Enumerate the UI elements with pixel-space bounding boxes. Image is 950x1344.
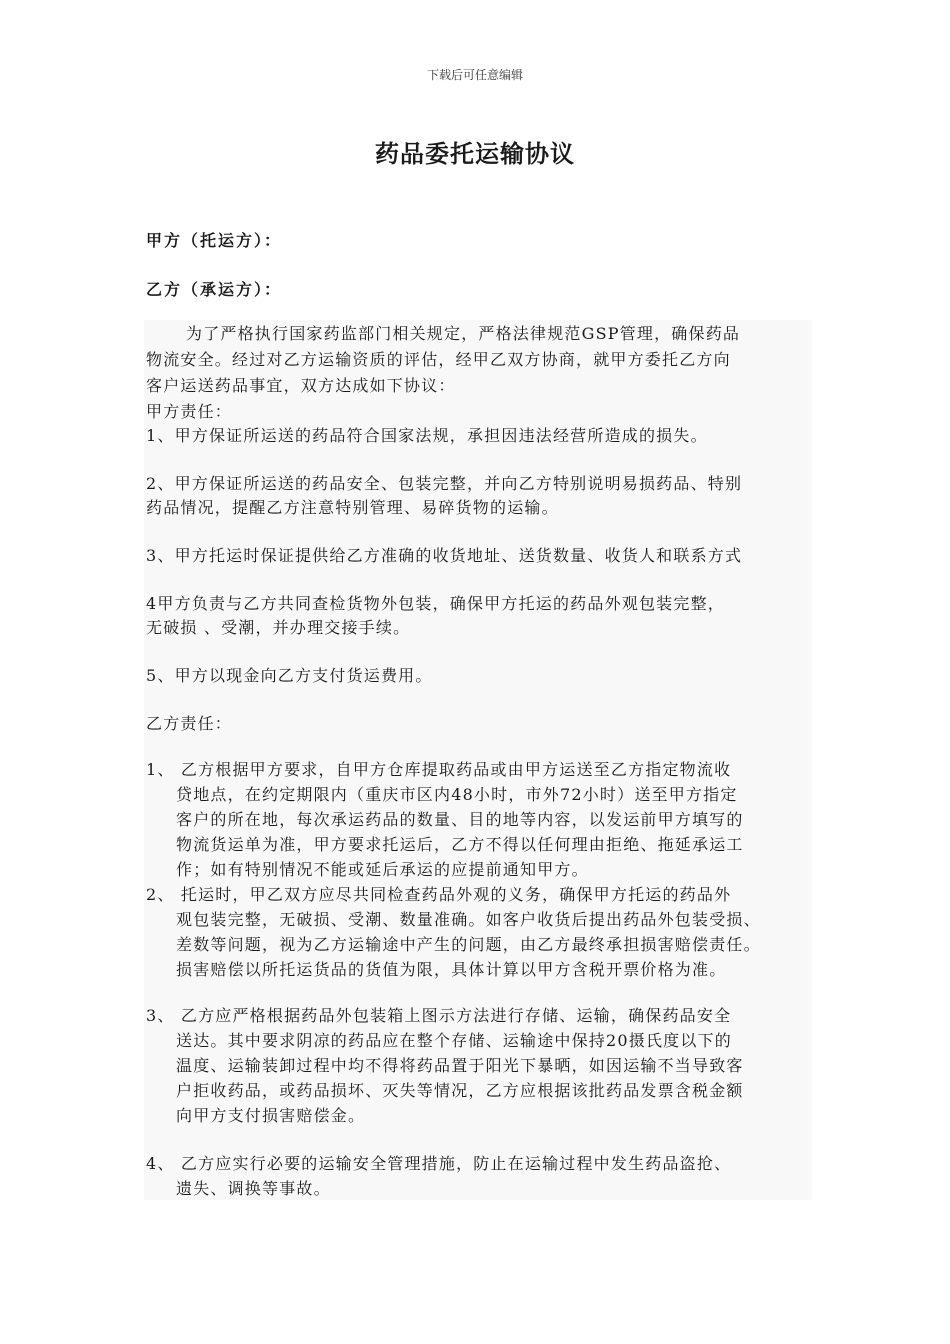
party-a-duty-item: 无破损 、受潮，并办理交接手续。 bbox=[146, 618, 411, 637]
party-b-duty-item: 2、 托运时，甲乙双方应尽共同检查药品外观的义务，确保甲方托运的药品外 bbox=[146, 885, 732, 904]
header-note: 下载后可任意编辑 bbox=[426, 68, 523, 82]
intro-line: 物流安全。经过对乙方运输资质的评估，经甲乙双方协商，就甲方委托乙方向 bbox=[146, 350, 731, 369]
party-b-duty-item: 差数等问题，视为乙方运输途中产生的问题，由乙方最终承担损害赔偿责任。 bbox=[176, 935, 761, 954]
party-b-duty-item: 物流货运单为准，甲方要求托运后，乙方不得以任何理由拒绝、拖延承运工 bbox=[176, 835, 744, 854]
party-b-label: 乙方（承运方）： bbox=[146, 280, 283, 299]
party-b-duty-item: 温度、运输装卸过程中均不得将药品置于阳光下暴晒，如因运输不当导致客 bbox=[176, 1056, 744, 1075]
document-title: 药品委托运输协议 bbox=[375, 139, 575, 168]
party-a-duty-item: 4甲方负责与乙方共同查检货物外包装，确保甲方托运的药品外观包装完整， bbox=[146, 594, 725, 613]
intro-line: 为了严格执行国家药监部门相关规定，严格法律规范GSP管理，确保药品 bbox=[186, 324, 741, 343]
party-b-duty-item: 观包装完整，无破损、受潮、数量准确。如客户收货后提出药品外包装受损、 bbox=[176, 910, 761, 929]
intro-line: 客户运送药品事宜，双方达成如下协议： bbox=[146, 376, 456, 395]
party-b-duty-item: 户拒收药品，或药品损坏、灭失等情况，乙方应根据该批药品发票含税金额 bbox=[176, 1081, 744, 1100]
party-b-duty-item: 向甲方支付损害赔偿金。 bbox=[176, 1106, 366, 1125]
party-b-duty-item: 作；如有特别情况不能或延后承运的应提前通知甲方。 bbox=[176, 860, 589, 879]
party-a-duties-heading: 甲方责任： bbox=[146, 402, 233, 421]
party-b-duty-item: 3、 乙方应严格根据药品外包装箱上图示方法进行存储、运输，确保药品安全 bbox=[146, 1006, 732, 1025]
party-b-duty-item: 1、 乙方根据甲方要求，自甲方仓库提取药品或由甲方运送至乙方指定物流收 bbox=[146, 760, 732, 779]
party-a-label: 甲方（托运方）： bbox=[146, 231, 283, 250]
party-b-duty-item: 遗失、调换等事故。 bbox=[176, 1179, 331, 1198]
party-a-duty-item: 5、甲方以现金向乙方支付货运费用。 bbox=[146, 666, 433, 685]
party-a-duty-item: 1、甲方保证所运送的药品符合国家法规，承担因违法经营所造成的损失。 bbox=[146, 426, 708, 445]
party-b-duty-item: 4、 乙方应实行必要的运输安全管理措施，防止在运输过程中发生药品盗抢、 bbox=[146, 1154, 732, 1173]
party-a-duty-item: 2、甲方保证所运送的药品安全、包装完整，并向乙方特别说明易损药品、特别 bbox=[146, 474, 743, 493]
party-b-duty-item: 客户的所在地，每次承运药品的数量、目的地等内容，以发运前甲方填写的 bbox=[176, 810, 744, 829]
party-a-duty-item: 3、甲方托运时保证提供给乙方准确的收货地址、送货数量、收货人和联系方式 bbox=[146, 546, 743, 565]
party-b-duty-item: 送达。其中要求阴凉的药品应在整个存储、运输途中保持20摄氏度以下的 bbox=[176, 1031, 732, 1050]
party-b-duty-item: 贷地点，在约定期限内（重庆市区内48小时，市外72小时）送至甲方指定 bbox=[176, 785, 738, 804]
party-b-duty-item: 损害赔偿以所托运货品的货值为限，具体计算以甲方含税开票价格为准。 bbox=[176, 960, 727, 979]
party-a-duty-item: 药品情况，提醒乙方注意特别管理、易碎货物的运输。 bbox=[146, 498, 559, 517]
party-b-duties-heading: 乙方责任： bbox=[146, 714, 233, 733]
